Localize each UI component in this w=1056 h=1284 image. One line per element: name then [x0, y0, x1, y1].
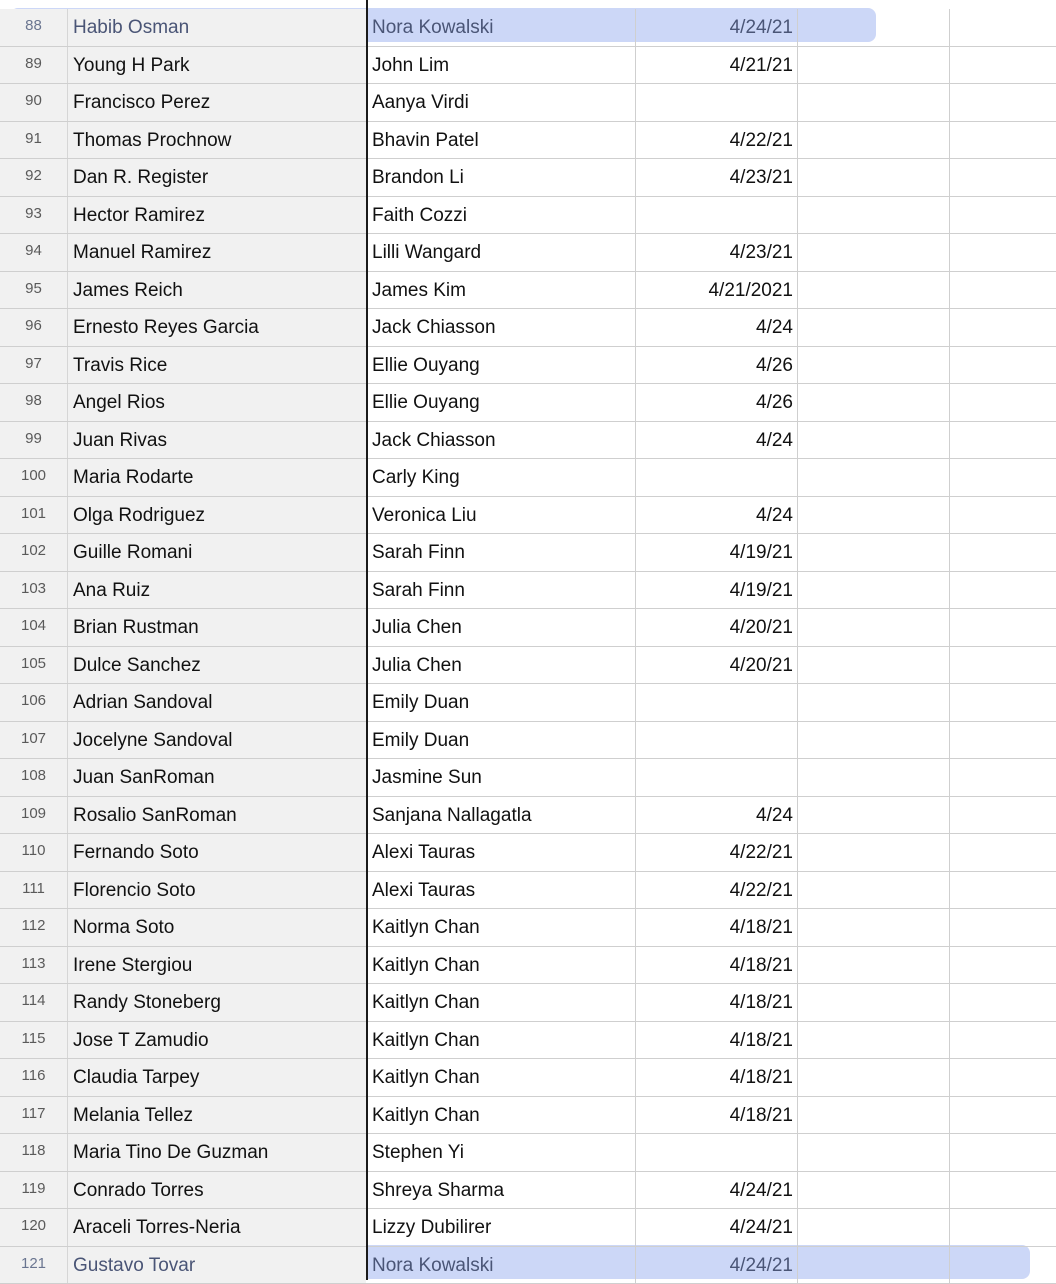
table-row[interactable] — [0, 272, 1056, 310]
row-number[interactable]: 91 — [0, 122, 68, 159]
cell-name[interactable]: Melania Tellez — [68, 1097, 366, 1134]
cell-assigned[interactable]: Brandon Li — [368, 159, 636, 196]
cell-empty[interactable] — [798, 272, 950, 309]
table-row[interactable] — [0, 797, 1056, 835]
cell-date[interactable]: 4/22/21 — [636, 834, 798, 871]
cell-name[interactable]: Conrado Torres — [68, 1172, 366, 1209]
cell-empty[interactable] — [950, 759, 1056, 796]
row-number[interactable]: 102 — [0, 534, 68, 571]
cell-name[interactable]: Irene Stergiou — [68, 947, 366, 984]
row-number[interactable]: 98 — [0, 384, 68, 421]
row-number[interactable]: 101 — [0, 497, 68, 534]
row-number[interactable]: 88 — [0, 9, 68, 46]
cell-date[interactable]: 4/20/21 — [636, 609, 798, 646]
cell-empty[interactable] — [798, 1059, 950, 1096]
cell-date[interactable]: 4/24 — [636, 497, 798, 534]
cell-assigned[interactable]: Emily Duan — [368, 684, 636, 721]
cell-empty[interactable] — [950, 422, 1056, 459]
cell-empty[interactable] — [950, 159, 1056, 196]
cell-empty[interactable] — [950, 234, 1056, 271]
cell-assigned[interactable]: Kaitlyn Chan — [368, 1059, 636, 1096]
cell-name[interactable]: Manuel Ramirez — [68, 234, 366, 271]
table-row[interactable] — [0, 1209, 1056, 1247]
cell-date[interactable]: 4/20/21 — [636, 647, 798, 684]
cell-assigned[interactable]: Jack Chiasson — [368, 309, 636, 346]
cell-empty[interactable] — [950, 609, 1056, 646]
table-row[interactable] — [0, 84, 1056, 122]
cell-empty[interactable] — [798, 497, 950, 534]
cell-date[interactable]: 4/23/21 — [636, 159, 798, 196]
cell-empty[interactable] — [798, 647, 950, 684]
row-number[interactable]: 104 — [0, 609, 68, 646]
cell-empty[interactable] — [798, 459, 950, 496]
table-row[interactable] — [0, 684, 1056, 722]
cell-empty[interactable] — [950, 834, 1056, 871]
cell-assigned[interactable]: Alexi Tauras — [368, 834, 636, 871]
cell-empty[interactable] — [798, 684, 950, 721]
cell-empty[interactable] — [950, 84, 1056, 121]
cell-date[interactable]: 4/24/21 — [636, 9, 798, 46]
cell-date[interactable] — [636, 684, 798, 721]
cell-name[interactable]: Rosalio SanRoman — [68, 797, 366, 834]
cell-assigned[interactable]: Jasmine Sun — [368, 759, 636, 796]
row-number[interactable]: 93 — [0, 197, 68, 234]
table-row[interactable] — [0, 647, 1056, 685]
cell-name[interactable]: Adrian Sandoval — [68, 684, 366, 721]
table-row[interactable] — [0, 159, 1056, 197]
row-number[interactable]: 121 — [0, 1247, 68, 1284]
table-row[interactable] — [0, 572, 1056, 610]
row-number[interactable]: 89 — [0, 47, 68, 84]
table-row[interactable] — [0, 609, 1056, 647]
row-number[interactable]: 97 — [0, 347, 68, 384]
table-row[interactable] — [0, 872, 1056, 910]
cell-name[interactable]: Young H Park — [68, 47, 366, 84]
row-number[interactable]: 120 — [0, 1209, 68, 1246]
cell-empty[interactable] — [798, 9, 950, 46]
cell-assigned[interactable]: Veronica Liu — [368, 497, 636, 534]
table-row[interactable] — [0, 347, 1056, 385]
cell-empty[interactable] — [798, 1172, 950, 1209]
cell-empty[interactable] — [798, 422, 950, 459]
cell-date[interactable] — [636, 197, 798, 234]
cell-empty[interactable] — [950, 797, 1056, 834]
cell-name[interactable]: Habib Osman — [68, 9, 366, 46]
table-row[interactable] — [0, 1097, 1056, 1135]
table-row[interactable] — [0, 909, 1056, 947]
row-number[interactable]: 92 — [0, 159, 68, 196]
table-row[interactable] — [0, 234, 1056, 272]
cell-name[interactable]: Olga Rodriguez — [68, 497, 366, 534]
cell-empty[interactable] — [798, 722, 950, 759]
cell-empty[interactable] — [950, 534, 1056, 571]
cell-name[interactable]: Gustavo Tovar — [68, 1247, 366, 1284]
cell-name[interactable]: Araceli Torres-Neria — [68, 1209, 366, 1246]
cell-assigned[interactable]: Bhavin Patel — [368, 122, 636, 159]
row-number[interactable]: 116 — [0, 1059, 68, 1096]
cell-date[interactable] — [636, 459, 798, 496]
cell-name[interactable]: Thomas Prochnow — [68, 122, 366, 159]
cell-empty[interactable] — [950, 1097, 1056, 1134]
row-number[interactable]: 118 — [0, 1134, 68, 1171]
cell-empty[interactable] — [950, 947, 1056, 984]
table-row[interactable] — [0, 722, 1056, 760]
cell-empty[interactable] — [798, 797, 950, 834]
table-row[interactable] — [0, 534, 1056, 572]
cell-date[interactable]: 4/24/21 — [636, 1172, 798, 1209]
cell-assigned[interactable]: Ellie Ouyang — [368, 347, 636, 384]
cell-empty[interactable] — [798, 572, 950, 609]
cell-assigned[interactable]: Kaitlyn Chan — [368, 1022, 636, 1059]
cell-name[interactable]: Norma Soto — [68, 909, 366, 946]
cell-assigned[interactable]: Alexi Tauras — [368, 872, 636, 909]
row-number[interactable]: 94 — [0, 234, 68, 271]
table-row[interactable] — [0, 122, 1056, 160]
cell-assigned[interactable]: Kaitlyn Chan — [368, 909, 636, 946]
row-number[interactable]: 106 — [0, 684, 68, 721]
cell-empty[interactable] — [950, 1247, 1056, 1284]
cell-empty[interactable] — [950, 1209, 1056, 1246]
row-number[interactable]: 107 — [0, 722, 68, 759]
cell-empty[interactable] — [798, 1097, 950, 1134]
cell-date[interactable]: 4/24 — [636, 797, 798, 834]
row-number[interactable]: 119 — [0, 1172, 68, 1209]
row-number[interactable]: 95 — [0, 272, 68, 309]
cell-empty[interactable] — [950, 872, 1056, 909]
cell-empty[interactable] — [950, 459, 1056, 496]
cell-name[interactable]: Maria Tino De Guzman — [68, 1134, 366, 1171]
cell-empty[interactable] — [798, 872, 950, 909]
cell-date[interactable]: 4/18/21 — [636, 909, 798, 946]
cell-empty[interactable] — [798, 347, 950, 384]
cell-name[interactable]: Brian Rustman — [68, 609, 366, 646]
cell-assigned[interactable]: Faith Cozzi — [368, 197, 636, 234]
cell-name[interactable]: Juan SanRoman — [68, 759, 366, 796]
table-row[interactable] — [0, 947, 1056, 985]
row-number[interactable]: 90 — [0, 84, 68, 121]
row-number[interactable]: 96 — [0, 309, 68, 346]
cell-name[interactable]: Dan R. Register — [68, 159, 366, 196]
cell-assigned[interactable]: Julia Chen — [368, 609, 636, 646]
row-number[interactable]: 111 — [0, 872, 68, 909]
cell-name[interactable]: Claudia Tarpey — [68, 1059, 366, 1096]
cell-date[interactable]: 4/19/21 — [636, 534, 798, 571]
cell-empty[interactable] — [950, 984, 1056, 1021]
row-number[interactable]: 115 — [0, 1022, 68, 1059]
cell-assigned[interactable]: Emily Duan — [368, 722, 636, 759]
cell-empty[interactable] — [798, 1022, 950, 1059]
table-row[interactable] — [0, 422, 1056, 460]
row-number[interactable]: 114 — [0, 984, 68, 1021]
cell-name[interactable]: Francisco Perez — [68, 84, 366, 121]
cell-empty[interactable] — [950, 647, 1056, 684]
cell-date[interactable]: 4/26 — [636, 347, 798, 384]
cell-empty[interactable] — [950, 47, 1056, 84]
cell-assigned[interactable]: Ellie Ouyang — [368, 384, 636, 421]
table-row[interactable] — [0, 1134, 1056, 1172]
cell-name[interactable]: Jocelyne Sandoval — [68, 722, 366, 759]
cell-empty[interactable] — [798, 122, 950, 159]
cell-empty[interactable] — [950, 909, 1056, 946]
cell-empty[interactable] — [798, 834, 950, 871]
cell-empty[interactable] — [950, 722, 1056, 759]
cell-empty[interactable] — [798, 234, 950, 271]
cell-empty[interactable] — [798, 609, 950, 646]
cell-assigned[interactable]: Sanjana Nallagatla — [368, 797, 636, 834]
cell-empty[interactable] — [798, 947, 950, 984]
row-number[interactable]: 99 — [0, 422, 68, 459]
cell-name[interactable]: Juan Rivas — [68, 422, 366, 459]
cell-assigned[interactable]: Sarah Finn — [368, 534, 636, 571]
cell-date[interactable]: 4/24 — [636, 422, 798, 459]
cell-empty[interactable] — [950, 197, 1056, 234]
row-number[interactable]: 110 — [0, 834, 68, 871]
cell-empty[interactable] — [798, 1134, 950, 1171]
table-row[interactable] — [0, 197, 1056, 235]
cell-empty[interactable] — [950, 497, 1056, 534]
cell-name[interactable]: Guille Romani — [68, 534, 366, 571]
cell-name[interactable]: Hector Ramirez — [68, 197, 366, 234]
table-row[interactable] — [0, 1022, 1056, 1060]
row-number[interactable]: 108 — [0, 759, 68, 796]
cell-assigned[interactable]: Jack Chiasson — [368, 422, 636, 459]
cell-empty[interactable] — [798, 309, 950, 346]
cell-empty[interactable] — [798, 534, 950, 571]
table-row[interactable] — [0, 384, 1056, 422]
cell-assigned[interactable]: James Kim — [368, 272, 636, 309]
cell-date[interactable]: 4/21/21 — [636, 47, 798, 84]
row-number[interactable]: 113 — [0, 947, 68, 984]
cell-date[interactable] — [636, 1134, 798, 1171]
table-row[interactable] — [0, 459, 1056, 497]
cell-assigned[interactable]: Shreya Sharma — [368, 1172, 636, 1209]
cell-assigned[interactable]: Julia Chen — [368, 647, 636, 684]
cell-name[interactable]: Randy Stoneberg — [68, 984, 366, 1021]
cell-name[interactable]: Fernando Soto — [68, 834, 366, 871]
cell-assigned[interactable]: Kaitlyn Chan — [368, 947, 636, 984]
row-number[interactable]: 100 — [0, 459, 68, 496]
cell-empty[interactable] — [950, 347, 1056, 384]
cell-assigned[interactable]: Kaitlyn Chan — [368, 1097, 636, 1134]
cell-empty[interactable] — [950, 272, 1056, 309]
cell-empty[interactable] — [950, 684, 1056, 721]
cell-empty[interactable] — [950, 384, 1056, 421]
cell-name[interactable]: Jose T Zamudio — [68, 1022, 366, 1059]
cell-empty[interactable] — [950, 1059, 1056, 1096]
cell-date[interactable]: 4/18/21 — [636, 1022, 798, 1059]
cell-assigned[interactable]: Nora Kowalski — [368, 1247, 636, 1284]
cell-empty[interactable] — [950, 1022, 1056, 1059]
cell-date[interactable]: 4/22/21 — [636, 872, 798, 909]
cell-date[interactable]: 4/24/21 — [636, 1247, 798, 1284]
cell-assigned[interactable]: Lilli Wangard — [368, 234, 636, 271]
table-row[interactable] — [0, 834, 1056, 872]
cell-date[interactable]: 4/19/21 — [636, 572, 798, 609]
column-divider — [366, 0, 368, 1280]
cell-empty[interactable] — [950, 122, 1056, 159]
cell-assigned[interactable]: John Lim — [368, 47, 636, 84]
cell-assigned[interactable]: Carly King — [368, 459, 636, 496]
table-row[interactable] — [0, 9, 1056, 47]
cell-date[interactable] — [636, 722, 798, 759]
cell-assigned[interactable]: Nora Kowalski — [368, 9, 636, 46]
cell-assigned[interactable]: Aanya Virdi — [368, 84, 636, 121]
cell-empty[interactable] — [798, 984, 950, 1021]
cell-name[interactable]: James Reich — [68, 272, 366, 309]
table-row[interactable] — [0, 1172, 1056, 1210]
cell-name[interactable]: Ana Ruiz — [68, 572, 366, 609]
cell-empty[interactable] — [950, 9, 1056, 46]
cell-empty[interactable] — [798, 84, 950, 121]
cell-empty[interactable] — [798, 47, 950, 84]
cell-name[interactable]: Travis Rice — [68, 347, 366, 384]
row-number[interactable]: 117 — [0, 1097, 68, 1134]
cell-empty[interactable] — [950, 1134, 1056, 1171]
row-number[interactable]: 103 — [0, 572, 68, 609]
cell-assigned[interactable]: Sarah Finn — [368, 572, 636, 609]
table-row[interactable] — [0, 497, 1056, 535]
row-number[interactable]: 112 — [0, 909, 68, 946]
cell-empty[interactable] — [798, 1247, 950, 1284]
cell-date[interactable]: 4/18/21 — [636, 947, 798, 984]
cell-assigned[interactable]: Stephen Yi — [368, 1134, 636, 1171]
cell-date[interactable]: 4/26 — [636, 384, 798, 421]
cell-name[interactable]: Dulce Sanchez — [68, 647, 366, 684]
cell-date[interactable]: 4/18/21 — [636, 1097, 798, 1134]
table-row[interactable] — [0, 1247, 1056, 1284]
cell-assigned[interactable]: Lizzy Dubilirer — [368, 1209, 636, 1246]
cell-date[interactable]: 4/22/21 — [636, 122, 798, 159]
row-number[interactable]: 109 — [0, 797, 68, 834]
cell-date[interactable]: 4/18/21 — [636, 984, 798, 1021]
cell-name[interactable]: Ernesto Reyes Garcia — [68, 309, 366, 346]
cell-empty[interactable] — [798, 197, 950, 234]
cell-date[interactable]: 4/24 — [636, 309, 798, 346]
table-row[interactable] — [0, 1059, 1056, 1097]
cell-name[interactable]: Maria Rodarte — [68, 459, 366, 496]
cell-name[interactable]: Florencio Soto — [68, 872, 366, 909]
row-number[interactable]: 105 — [0, 647, 68, 684]
cell-empty[interactable] — [798, 159, 950, 196]
cell-empty[interactable] — [950, 309, 1056, 346]
cell-date[interactable] — [636, 84, 798, 121]
table-row[interactable] — [0, 309, 1056, 347]
cell-assigned[interactable]: Kaitlyn Chan — [368, 984, 636, 1021]
cell-empty[interactable] — [798, 759, 950, 796]
table-row[interactable] — [0, 759, 1056, 797]
cell-date[interactable]: 4/18/21 — [636, 1059, 798, 1096]
cell-empty[interactable] — [950, 1172, 1056, 1209]
cell-name[interactable]: Angel Rios — [68, 384, 366, 421]
cell-empty[interactable] — [950, 572, 1056, 609]
cell-date[interactable] — [636, 759, 798, 796]
cell-date[interactable]: 4/23/21 — [636, 234, 798, 271]
cell-date[interactable]: 4/24/21 — [636, 1209, 798, 1246]
cell-date[interactable]: 4/21/2021 — [636, 272, 798, 309]
cell-empty[interactable] — [798, 909, 950, 946]
table-row[interactable] — [0, 47, 1056, 85]
cell-empty[interactable] — [798, 1209, 950, 1246]
cell-empty[interactable] — [798, 384, 950, 421]
table-row[interactable] — [0, 984, 1056, 1022]
